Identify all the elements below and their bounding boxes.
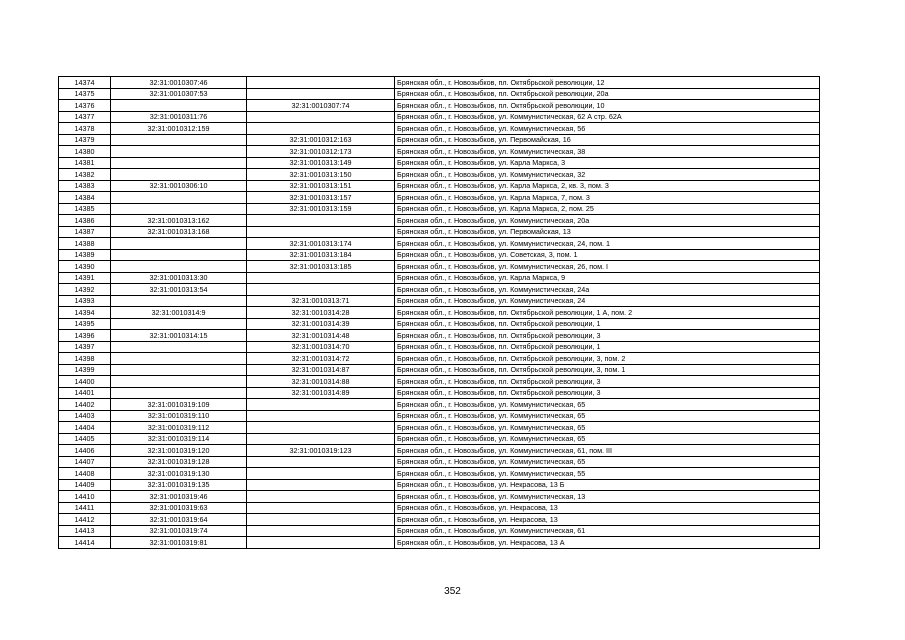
building-cadastral-number-cell: 32:31:0010313:157 (247, 192, 395, 204)
building-cadastral-number-cell: 32:31:0010313:149 (247, 157, 395, 169)
building-cadastral-number-cell (247, 399, 395, 411)
building-cadastral-number-cell: 32:31:0010314:88 (247, 376, 395, 388)
row-number-cell: 14407 (59, 456, 111, 468)
row-number-cell: 14411 (59, 502, 111, 514)
cadastral-number-cell (111, 238, 247, 250)
cadastral-number-cell: 32:31:0010313:168 (111, 226, 247, 238)
cadastral-number-cell: 32:31:0010319:110 (111, 410, 247, 422)
table-row (59, 111, 820, 123)
building-cadastral-number-cell: 32:31:0010314:39 (247, 318, 395, 330)
cadastral-number-cell (111, 341, 247, 353)
row-number-cell: 14381 (59, 157, 111, 169)
row-number-cell: 14379 (59, 134, 111, 146)
row-number-cell: 14390 (59, 261, 111, 273)
table-row (59, 249, 820, 261)
address-cell: Брянская обл., г. Новозыбков, ул. Коммунистическая, 55 (395, 468, 820, 480)
address-cell: Брянская обл., г. Новозыбков, ул. Карла Маркса, 3 (395, 157, 820, 169)
table-row (59, 192, 820, 204)
building-cadastral-number-cell (247, 525, 395, 537)
building-cadastral-number-cell (247, 468, 395, 480)
building-cadastral-number-cell (247, 456, 395, 468)
building-cadastral-number-cell: 32:31:0010313:174 (247, 238, 395, 250)
row-number-cell: 14375 (59, 88, 111, 100)
address-cell: Брянская обл., г. Новозыбков, пл. Октябрьской революции, 10 (395, 100, 820, 112)
row-number-cell: 14391 (59, 272, 111, 284)
address-cell: Брянская обл., г. Новозыбков, ул. Первомайская, 16 (395, 134, 820, 146)
table-row (59, 295, 820, 307)
row-number-cell: 14378 (59, 123, 111, 135)
row-number-cell: 14399 (59, 364, 111, 376)
table-row (59, 399, 820, 411)
table-row (59, 261, 820, 273)
row-number-cell: 14413 (59, 525, 111, 537)
building-cadastral-number-cell (247, 433, 395, 445)
building-cadastral-number-cell (247, 491, 395, 503)
building-cadastral-number-cell (247, 111, 395, 123)
cadastral-number-cell: 32:31:0010306:10 (111, 180, 247, 192)
table-row (59, 537, 820, 549)
building-cadastral-number-cell (247, 502, 395, 514)
cadastral-number-cell (111, 134, 247, 146)
address-cell: Брянская обл., г. Новозыбков, ул. Коммунистическая, 65 (395, 422, 820, 434)
building-cadastral-number-cell (247, 479, 395, 491)
table-row (59, 422, 820, 434)
row-number-cell: 14410 (59, 491, 111, 503)
row-number-cell: 14396 (59, 330, 111, 342)
cadastral-number-cell: 32:31:0010313:54 (111, 284, 247, 296)
building-cadastral-number-cell: 32:31:0010312:163 (247, 134, 395, 146)
row-number-cell: 14404 (59, 422, 111, 434)
table-row (59, 468, 820, 480)
row-number-cell: 14401 (59, 387, 111, 399)
cadastral-number-cell: 32:31:0010319:81 (111, 537, 247, 549)
cadastral-number-cell (111, 261, 247, 273)
address-cell: Брянская обл., г. Новозыбков, ул. Коммунистическая, 65 (395, 456, 820, 468)
address-cell: Брянская обл., г. Новозыбков, ул. Карла Маркса, 2, кв. 3, пом. 3 (395, 180, 820, 192)
address-cell: Брянская обл., г. Новозыбков, ул. Коммунистическая, 24 (395, 295, 820, 307)
building-cadastral-number-cell: 32:31:0010314:89 (247, 387, 395, 399)
address-cell: Брянская обл., г. Новозыбков, пл. Октябрьской революции, 3, пом. 1 (395, 364, 820, 376)
address-cell: Брянская обл., г. Новозыбков, ул. Карла Маркса, 2, пом. 25 (395, 203, 820, 215)
cadastral-number-cell (111, 100, 247, 112)
table-row (59, 100, 820, 112)
row-number-cell: 14380 (59, 146, 111, 158)
cadastral-number-cell (111, 157, 247, 169)
cadastral-number-cell: 32:31:0010319:128 (111, 456, 247, 468)
address-cell: Брянская обл., г. Новозыбков, ул. Некрасова, 13 (395, 514, 820, 526)
table-row (59, 502, 820, 514)
address-cell: Брянская обл., г. Новозыбков, пл. Октябрьской революции, 1 (395, 341, 820, 353)
table-row (59, 410, 820, 422)
address-cell: Брянская обл., г. Новозыбков, ул. Коммунистическая, 24а (395, 284, 820, 296)
address-cell: Брянская обл., г. Новозыбков, пл. Октябрьской революции, 3, пом. 2 (395, 353, 820, 365)
cadastral-number-cell: 32:31:0010307:53 (111, 88, 247, 100)
building-cadastral-number-cell (247, 272, 395, 284)
address-cell: Брянская обл., г. Новозыбков, ул. Коммунистическая, 65 (395, 433, 820, 445)
cadastral-number-cell (111, 353, 247, 365)
address-cell: Брянская обл., г. Новозыбков, ул. Коммунистическая, 38 (395, 146, 820, 158)
address-cell: Брянская обл., г. Новозыбков, пл. Октябрьской революции, 3 (395, 387, 820, 399)
address-cell: Брянская обл., г. Новозыбков, ул. Советская, 3, пом. 1 (395, 249, 820, 261)
cadastral-number-cell: 32:31:0010319:112 (111, 422, 247, 434)
table-body (59, 77, 820, 549)
table-row (59, 226, 820, 238)
row-number-cell: 14374 (59, 77, 111, 89)
row-number-cell: 14398 (59, 353, 111, 365)
cadastral-number-cell: 32:31:0010314:15 (111, 330, 247, 342)
address-cell: Брянская обл., г. Новозыбков, ул. Коммунистическая, 32 (395, 169, 820, 181)
cadastral-number-cell: 32:31:0010319:109 (111, 399, 247, 411)
address-cell: Брянская обл., г. Новозыбков, пл. Октябрьской революции, 3 (395, 376, 820, 388)
row-number-cell: 14397 (59, 341, 111, 353)
table-row (59, 134, 820, 146)
address-cell: Брянская обл., г. Новозыбков, ул. Коммунистическая, 61 (395, 525, 820, 537)
address-cell: Брянская обл., г. Новозыбков, ул. Коммунистическая, 56 (395, 123, 820, 135)
row-number-cell: 14389 (59, 249, 111, 261)
address-cell: Брянская обл., г. Новозыбков, ул. Коммунистическая, 65 (395, 410, 820, 422)
table-row (59, 169, 820, 181)
row-number-cell: 14395 (59, 318, 111, 330)
table-row (59, 525, 820, 537)
cadastral-number-cell: 32:31:0010319:120 (111, 445, 247, 457)
row-number-cell: 14408 (59, 468, 111, 480)
cadastral-number-cell: 32:31:0010319:130 (111, 468, 247, 480)
address-cell: Брянская обл., г. Новозыбков, ул. Карла Маркса, 9 (395, 272, 820, 284)
table-row (59, 272, 820, 284)
cadastral-number-cell: 32:31:0010307:46 (111, 77, 247, 89)
building-cadastral-number-cell: 32:31:0010313:150 (247, 169, 395, 181)
row-number-cell: 14406 (59, 445, 111, 457)
table-row (59, 514, 820, 526)
cadastral-number-cell: 32:31:0010312:159 (111, 123, 247, 135)
table-row (59, 146, 820, 158)
row-number-cell: 14409 (59, 479, 111, 491)
address-cell: Брянская обл., г. Новозыбков, ул. Коммунистическая, 65 (395, 399, 820, 411)
cadastral-number-cell: 32:31:0010319:63 (111, 502, 247, 514)
cadastral-number-cell: 32:31:0010319:135 (111, 479, 247, 491)
row-number-cell: 14386 (59, 215, 111, 227)
cadastral-number-cell (111, 249, 247, 261)
address-cell: Брянская обл., г. Новозыбков, ул. Некрасова, 13 А (395, 537, 820, 549)
building-cadastral-number-cell: 32:31:0010319:123 (247, 445, 395, 457)
building-cadastral-number-cell (247, 284, 395, 296)
cadastral-number-cell (111, 318, 247, 330)
address-cell: Брянская обл., г. Новозыбков, ул. Коммунистическая, 62 А стр. 62А (395, 111, 820, 123)
building-cadastral-number-cell (247, 537, 395, 549)
address-cell: Брянская обл., г. Новозыбков, пл. Октябрьской революции, 1 (395, 318, 820, 330)
address-cell: Брянская обл., г. Новозыбков, ул. Карла Маркса, 7, пом. 3 (395, 192, 820, 204)
cadastral-number-cell (111, 203, 247, 215)
address-cell: Брянская обл., г. Новозыбков, пл. Октябрьской революции, 12 (395, 77, 820, 89)
row-number-cell: 14385 (59, 203, 111, 215)
building-cadastral-number-cell: 32:31:0010312:173 (247, 146, 395, 158)
building-cadastral-number-cell: 32:31:0010314:72 (247, 353, 395, 365)
cadastral-number-cell (111, 192, 247, 204)
table-row (59, 318, 820, 330)
row-number-cell: 14414 (59, 537, 111, 549)
address-cell: Брянская обл., г. Новозыбков, ул. Первомайская, 13 (395, 226, 820, 238)
row-number-cell: 14393 (59, 295, 111, 307)
cadastral-number-cell (111, 387, 247, 399)
cadastral-number-cell: 32:31:0010319:74 (111, 525, 247, 537)
address-cell: Брянская обл., г. Новозыбков, ул. Коммунистическая, 24, пом. 1 (395, 238, 820, 250)
table-row (59, 491, 820, 503)
address-cell: Брянская обл., г. Новозыбков, ул. Коммунистическая, 61, пом. III (395, 445, 820, 457)
building-cadastral-number-cell: 32:31:0010314:87 (247, 364, 395, 376)
cadastral-number-cell: 32:31:0010311:76 (111, 111, 247, 123)
table-row (59, 433, 820, 445)
row-number-cell: 14412 (59, 514, 111, 526)
building-cadastral-number-cell (247, 226, 395, 238)
row-number-cell: 14400 (59, 376, 111, 388)
table-row (59, 123, 820, 135)
cadastral-number-cell: 32:31:0010313:162 (111, 215, 247, 227)
building-cadastral-number-cell: 32:31:0010313:185 (247, 261, 395, 273)
building-cadastral-number-cell (247, 77, 395, 89)
table-row (59, 203, 820, 215)
cadastral-number-cell (111, 364, 247, 376)
cadastral-number-cell: 32:31:0010319:46 (111, 491, 247, 503)
building-cadastral-number-cell: 32:31:0010314:70 (247, 341, 395, 353)
building-cadastral-number-cell: 32:31:0010314:28 (247, 307, 395, 319)
row-number-cell: 14384 (59, 192, 111, 204)
cadastral-number-cell: 32:31:0010313:30 (111, 272, 247, 284)
table-row (59, 387, 820, 399)
table-row (59, 341, 820, 353)
row-number-cell: 14376 (59, 100, 111, 112)
row-number-cell: 14388 (59, 238, 111, 250)
building-cadastral-number-cell: 32:31:0010307:74 (247, 100, 395, 112)
row-number-cell: 14403 (59, 410, 111, 422)
row-number-cell: 14394 (59, 307, 111, 319)
cadastral-number-cell (111, 295, 247, 307)
table-row (59, 330, 820, 342)
table-row (59, 353, 820, 365)
cadastral-number-cell: 32:31:0010319:114 (111, 433, 247, 445)
table-row (59, 238, 820, 250)
address-cell: Брянская обл., г. Новозыбков, ул. Некрасова, 13 (395, 502, 820, 514)
building-cadastral-number-cell (247, 514, 395, 526)
table-row (59, 77, 820, 89)
building-cadastral-number-cell: 32:31:0010313:159 (247, 203, 395, 215)
building-cadastral-number-cell: 32:31:0010314:48 (247, 330, 395, 342)
address-cell: Брянская обл., г. Новозыбков, ул. Некрасова, 13 Б (395, 479, 820, 491)
address-cell: Брянская обл., г. Новозыбков, пл. Октябрьской революции, 3 (395, 330, 820, 342)
table-row (59, 284, 820, 296)
row-number-cell: 14383 (59, 180, 111, 192)
address-cell: Брянская обл., г. Новозыбков, пл. Октябрьской революции, 20а (395, 88, 820, 100)
property-registry-table (58, 76, 820, 549)
table-row (59, 364, 820, 376)
table-row (59, 88, 820, 100)
address-cell: Брянская обл., г. Новозыбков, ул. Коммунистическая, 20а (395, 215, 820, 227)
row-number-cell: 14387 (59, 226, 111, 238)
table-row (59, 479, 820, 491)
address-cell: Брянская обл., г. Новозыбков, ул. Коммунистическая, 13 (395, 491, 820, 503)
row-number-cell: 14382 (59, 169, 111, 181)
building-cadastral-number-cell (247, 123, 395, 135)
cadastral-number-cell: 32:31:0010314:9 (111, 307, 247, 319)
table-row (59, 376, 820, 388)
address-cell: Брянская обл., г. Новозыбков, ул. Коммунистическая, 26, пом. I (395, 261, 820, 273)
cadastral-number-cell (111, 146, 247, 158)
building-cadastral-number-cell (247, 410, 395, 422)
cadastral-number-cell (111, 169, 247, 181)
building-cadastral-number-cell: 32:31:0010313:184 (247, 249, 395, 261)
row-number-cell: 14377 (59, 111, 111, 123)
table-row (59, 456, 820, 468)
building-cadastral-number-cell (247, 88, 395, 100)
row-number-cell: 14402 (59, 399, 111, 411)
building-cadastral-number-cell: 32:31:0010313:71 (247, 295, 395, 307)
building-cadastral-number-cell (247, 215, 395, 227)
table-row (59, 307, 820, 319)
row-number-cell: 14392 (59, 284, 111, 296)
table-row (59, 445, 820, 457)
table-row (59, 157, 820, 169)
building-cadastral-number-cell: 32:31:0010313:151 (247, 180, 395, 192)
building-cadastral-number-cell (247, 422, 395, 434)
address-cell: Брянская обл., г. Новозыбков, пл. Октябрьской революции, 1 А, пом. 2 (395, 307, 820, 319)
row-number-cell: 14405 (59, 433, 111, 445)
table-row (59, 180, 820, 192)
cadastral-number-cell (111, 376, 247, 388)
page-number: 352 (444, 586, 461, 597)
table-row (59, 215, 820, 227)
cadastral-number-cell: 32:31:0010319:64 (111, 514, 247, 526)
